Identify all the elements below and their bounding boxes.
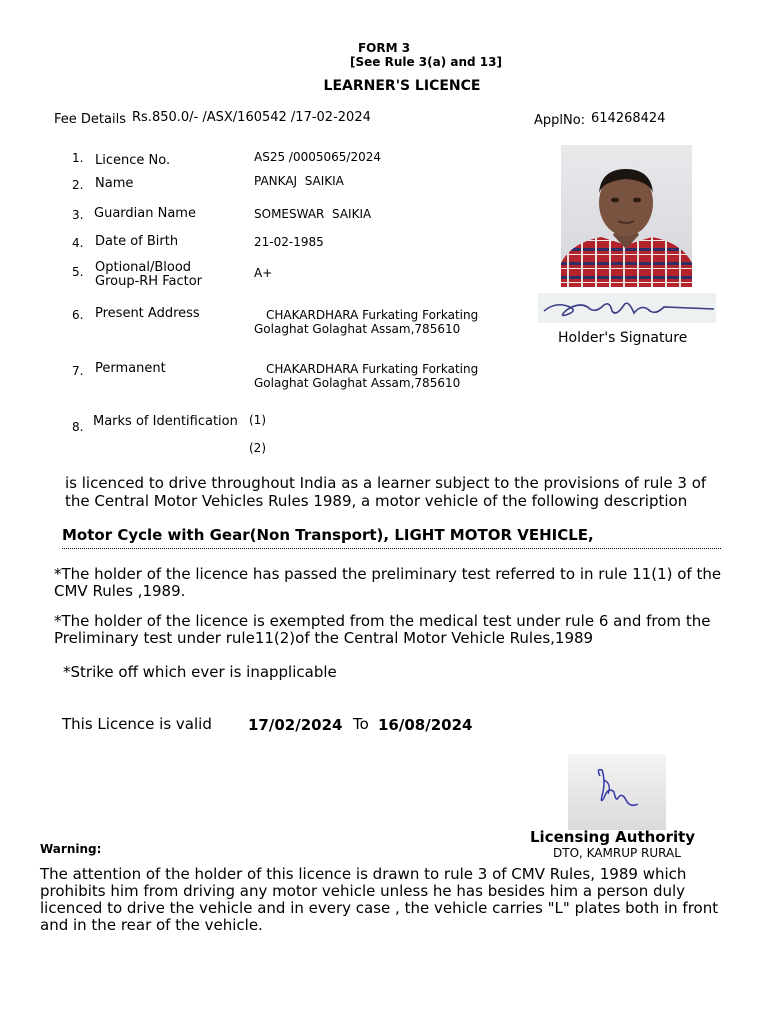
blood-group-value: A+ <box>254 266 273 280</box>
field-number: 8. <box>72 420 84 434</box>
authority-office: DTO, KAMRUP RURAL <box>553 846 681 860</box>
preliminary-test-note: *The holder of the licence has passed the preliminary test referred to in rule 11(1) of the CMV Rules ,1989. <box>54 565 722 600</box>
field-label: Optional/Blood Group-RH Factor <box>95 260 203 289</box>
field-label: Permanent <box>95 361 166 376</box>
valid-to-date: 16/08/2024 <box>378 716 473 734</box>
form-number: FORM 3 <box>357 41 411 55</box>
field-number: 3. <box>72 208 84 222</box>
field-label: Marks of Identification <box>93 414 238 429</box>
guardian-name-value: SOMESWAR SAIKIA <box>254 207 372 221</box>
holder-photo <box>561 145 692 287</box>
handwritten-signature-icon <box>538 293 716 323</box>
handwritten-signature-icon <box>568 754 666 830</box>
warning-label: Warning: <box>40 842 102 856</box>
licence-number-value: AS25 /0005065/2024 <box>254 150 381 164</box>
holder-signature-image <box>538 293 716 323</box>
fee-value: Rs.850.0/- /ASX/160542 /17-02-2024 <box>132 110 371 125</box>
holder-name-value: PANKAJ SAIKIA <box>254 174 344 188</box>
valid-from-date: 17/02/2024 <box>248 716 343 734</box>
field-number: 7. <box>72 364 84 378</box>
licensing-authority-title: Licensing Authority <box>530 828 696 846</box>
identification-mark-2: (2) <box>249 441 266 455</box>
licence-statement: is licenced to drive throughout India as a learner subject to the provisions of rule 3 of the Central Motor Vehicles Rules 1989, a motor vehicle of the following description <box>65 474 707 510</box>
field-number: 1. <box>72 151 84 165</box>
field-label: Name <box>95 176 134 191</box>
field-number: 5. <box>72 265 84 279</box>
validity-to-label: To <box>353 715 369 733</box>
rule-reference: [See Rule 3(a) and 13] <box>350 55 502 69</box>
validity-label: This Licence is valid <box>62 715 212 733</box>
vehicle-classes: Motor Cycle with Gear(Non Transport), LIGHT MOTOR VEHICLE, <box>62 526 721 549</box>
field-label: Guardian Name <box>94 206 196 221</box>
warning-text: The attention of the holder of this licence is drawn to rule 3 of CMV Rules, 1989 which prohibits him from driving any motor vehicle unless he has besides him a person duly licenced to drive the vehicle and in every case , the vehicle carries "L" plates both in front and in the rear of the vehicle. <box>40 865 719 934</box>
field-label: Licence No. <box>95 153 171 168</box>
appl-label: ApplNo: <box>534 113 586 128</box>
permanent-address-value: CHAKARDHARA Furkating Forkating Golaghat Golaghat Assam,785610 <box>254 362 479 390</box>
strike-off-note: *Strike off which ever is inapplicable <box>63 663 337 681</box>
field-number: 2. <box>72 178 84 192</box>
field-number: 6. <box>72 308 84 322</box>
holder-signature-label: Holder's Signature <box>558 330 688 346</box>
authority-signature-image <box>568 754 666 830</box>
appl-value: 614268424 <box>591 111 666 126</box>
fee-label: Fee Details <box>54 112 126 127</box>
dob-value: 21-02-1985 <box>254 235 324 249</box>
person-photo-icon <box>561 145 692 287</box>
present-address-value: CHAKARDHARA Furkating Forkating Golaghat Golaghat Assam,785610 <box>254 308 479 336</box>
identification-mark-1: (1) <box>249 413 266 427</box>
licence-heading: LEARNER'S LICENCE <box>323 78 481 94</box>
field-label: Date of Birth <box>95 234 179 249</box>
field-number: 4. <box>72 236 84 250</box>
field-label: Present Address <box>95 306 200 321</box>
medical-test-note: *The holder of the licence is exempted from the medical test under rule 6 and from the Preliminary test under rule11(2)of the Central Motor Vehicle Rules,1989 <box>54 612 711 647</box>
